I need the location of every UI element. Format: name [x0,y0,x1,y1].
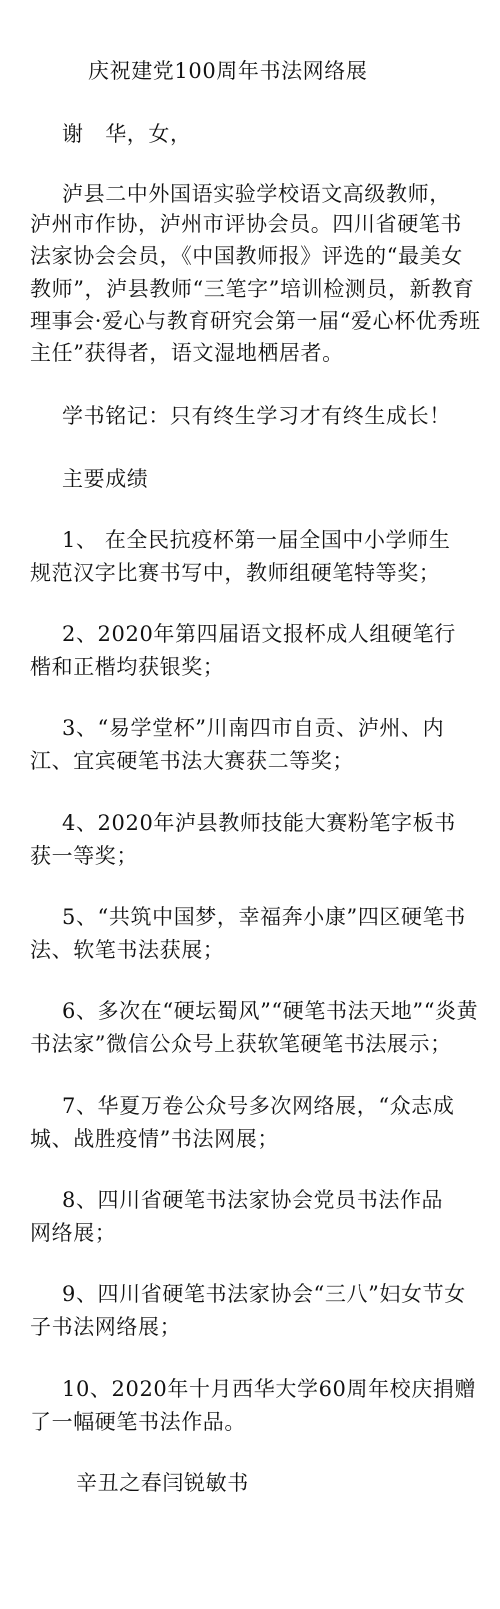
achievement-line: 6、多次在“硬坛蜀风”“硬笔书法天地”“炎黄 [62,999,479,1023]
achievement-line: 4、2020年泸县教师技能大赛粉笔字板书 [62,811,456,835]
achievement-line: 1、 在全民抗疫杯第一届全国中小学师生 [62,528,451,552]
achievement-line: 8、四川省硬笔书法家协会党员书法作品 [62,1188,444,1212]
bio-line: 泸县二中外国语实验学校语文高级教师， [62,182,451,206]
achievement-line: 书法家”微信公众号上获软笔硬笔书法展示； [30,1032,452,1056]
achievement-line: 2、2020年第四届语文报杯成人组硬笔行 [62,622,456,646]
achievement-line: 7、华夏万卷公众号多次网络展，“众志成 [62,1094,455,1118]
achievement-line: 子书法网络展； [30,1315,182,1339]
achievements-heading: 主要成绩 [62,467,149,491]
author-name-line: 谢 华，女， [62,122,192,146]
achievement-line: 法、软笔书法获展； [30,938,225,962]
achievement-line: 楷和正楷均获银奖； [30,655,225,679]
achievement-line: 网络展； [30,1221,117,1245]
motto: 学书铭记：只有终生学习才有终生成长！ [62,404,451,428]
achievement-line: 3、“易学堂杯”川南四市自贡、泸州、内 [62,716,445,740]
achievement-line: 9、四川省硬笔书法家协会“三八”妇女节女 [62,1282,466,1306]
bio-line: 主任”获得者，语文湿地栖居者。 [30,341,344,365]
achievement-line: 江、宜宾硬笔书法大赛获二等奖； [30,749,354,773]
achievement-line: 了一幅硬笔书法作品。 [30,1410,246,1434]
achievement-line: 规范汉字比赛书写中，教师组硬笔特等奖； [30,561,441,585]
achievement-line: 城、战胜疫情”书法网展； [30,1127,279,1151]
bio-line: 理事会·爱心与教育研究会第一届“爱心杯优秀班 [30,309,481,333]
achievement-line: 获一等奖； [30,844,138,868]
document-title: 庆祝建党100周年书法网络展 [88,59,368,83]
signature: 辛丑之春闫锐敏书 [76,1471,249,1495]
bio-line: 法家协会会员，《中国教师报》评选的“最美女 [30,244,463,268]
bio-line: 泸州市作协，泸州市评协会员。四川省硬笔书 [30,212,462,236]
achievement-line: 5、“共筑中国梦，幸福奔小康”四区硬笔书 [62,905,466,929]
bio-line: 教师”，泸县教师“三笔字”培训检测员，新教育 [30,277,475,301]
achievement-line: 10、2020年十月西华大学60周年校庆捐赠 [62,1377,477,1401]
